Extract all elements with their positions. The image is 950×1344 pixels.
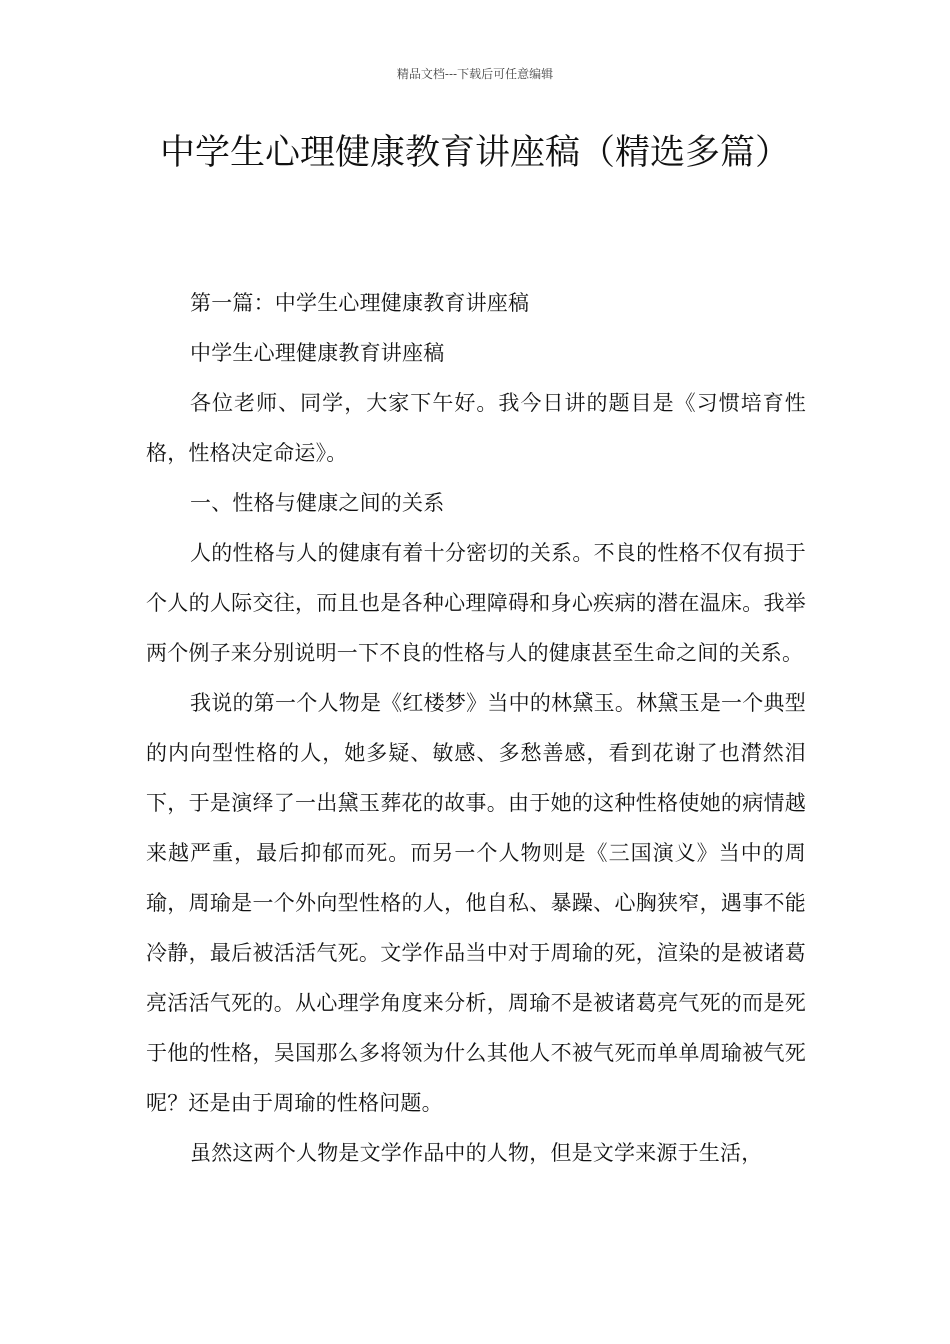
header-note: 精品文档---下载后可任意编辑 [396,67,554,81]
paragraph: 我说的第一个人物是《红楼梦》当中的林黛玉。林黛玉是一个典型的内向型性格的人，她多疑、敏感、多愁善感，看到花谢了也潸然泪下，于是演绎了一出黛玉葬花的故事。由于她的这种性格使她的病情越来越严重，最后抑郁而死。而另一个人物则是《三国演义》当中的周瑜，周瑜是一个外向型性格的人，他自私、暴躁、心胸狭窄，遇事不能冷静，最后被活活气死。文学作品当中对于周瑜的死，渲染的是被诸葛亮活活气死的。从心理学角度来分析，周瑜不是被诸葛亮气死的而是死于他的性格，吴国那么多将领为什么其他人不被气死而单单周瑜被气死呢？还是由于周瑜的性格问题。 [146,691,806,1115]
paragraph: 虽然这两个人物是文学作品中的人物，但是文学来源于生活， [190,1141,763,1165]
section-heading: 第一篇：中学生心理健康教育讲座稿 [190,291,530,315]
subtitle: 中学生心理健康教育讲座稿 [190,341,445,365]
document-body [146,278,806,1178]
paragraph: 各位老师、同学，大家下午好。我今日讲的题目是《习惯培育性格，性格决定命运》。 [146,391,806,465]
document-title: 中学生心理健康教育讲座稿（精选多篇） [159,133,790,173]
paragraph: 人的性格与人的健康有着十分密切的关系。不良的性格不仅有损于个人的人际交往，而且也是各种心理障碍和身心疾病的潜在温床。我举两个例子来分别说明一下不良的性格与人的健康甚至生命之间的关系。 [146,541,806,665]
subheading: 一、性格与健康之间的关系 [190,491,445,515]
